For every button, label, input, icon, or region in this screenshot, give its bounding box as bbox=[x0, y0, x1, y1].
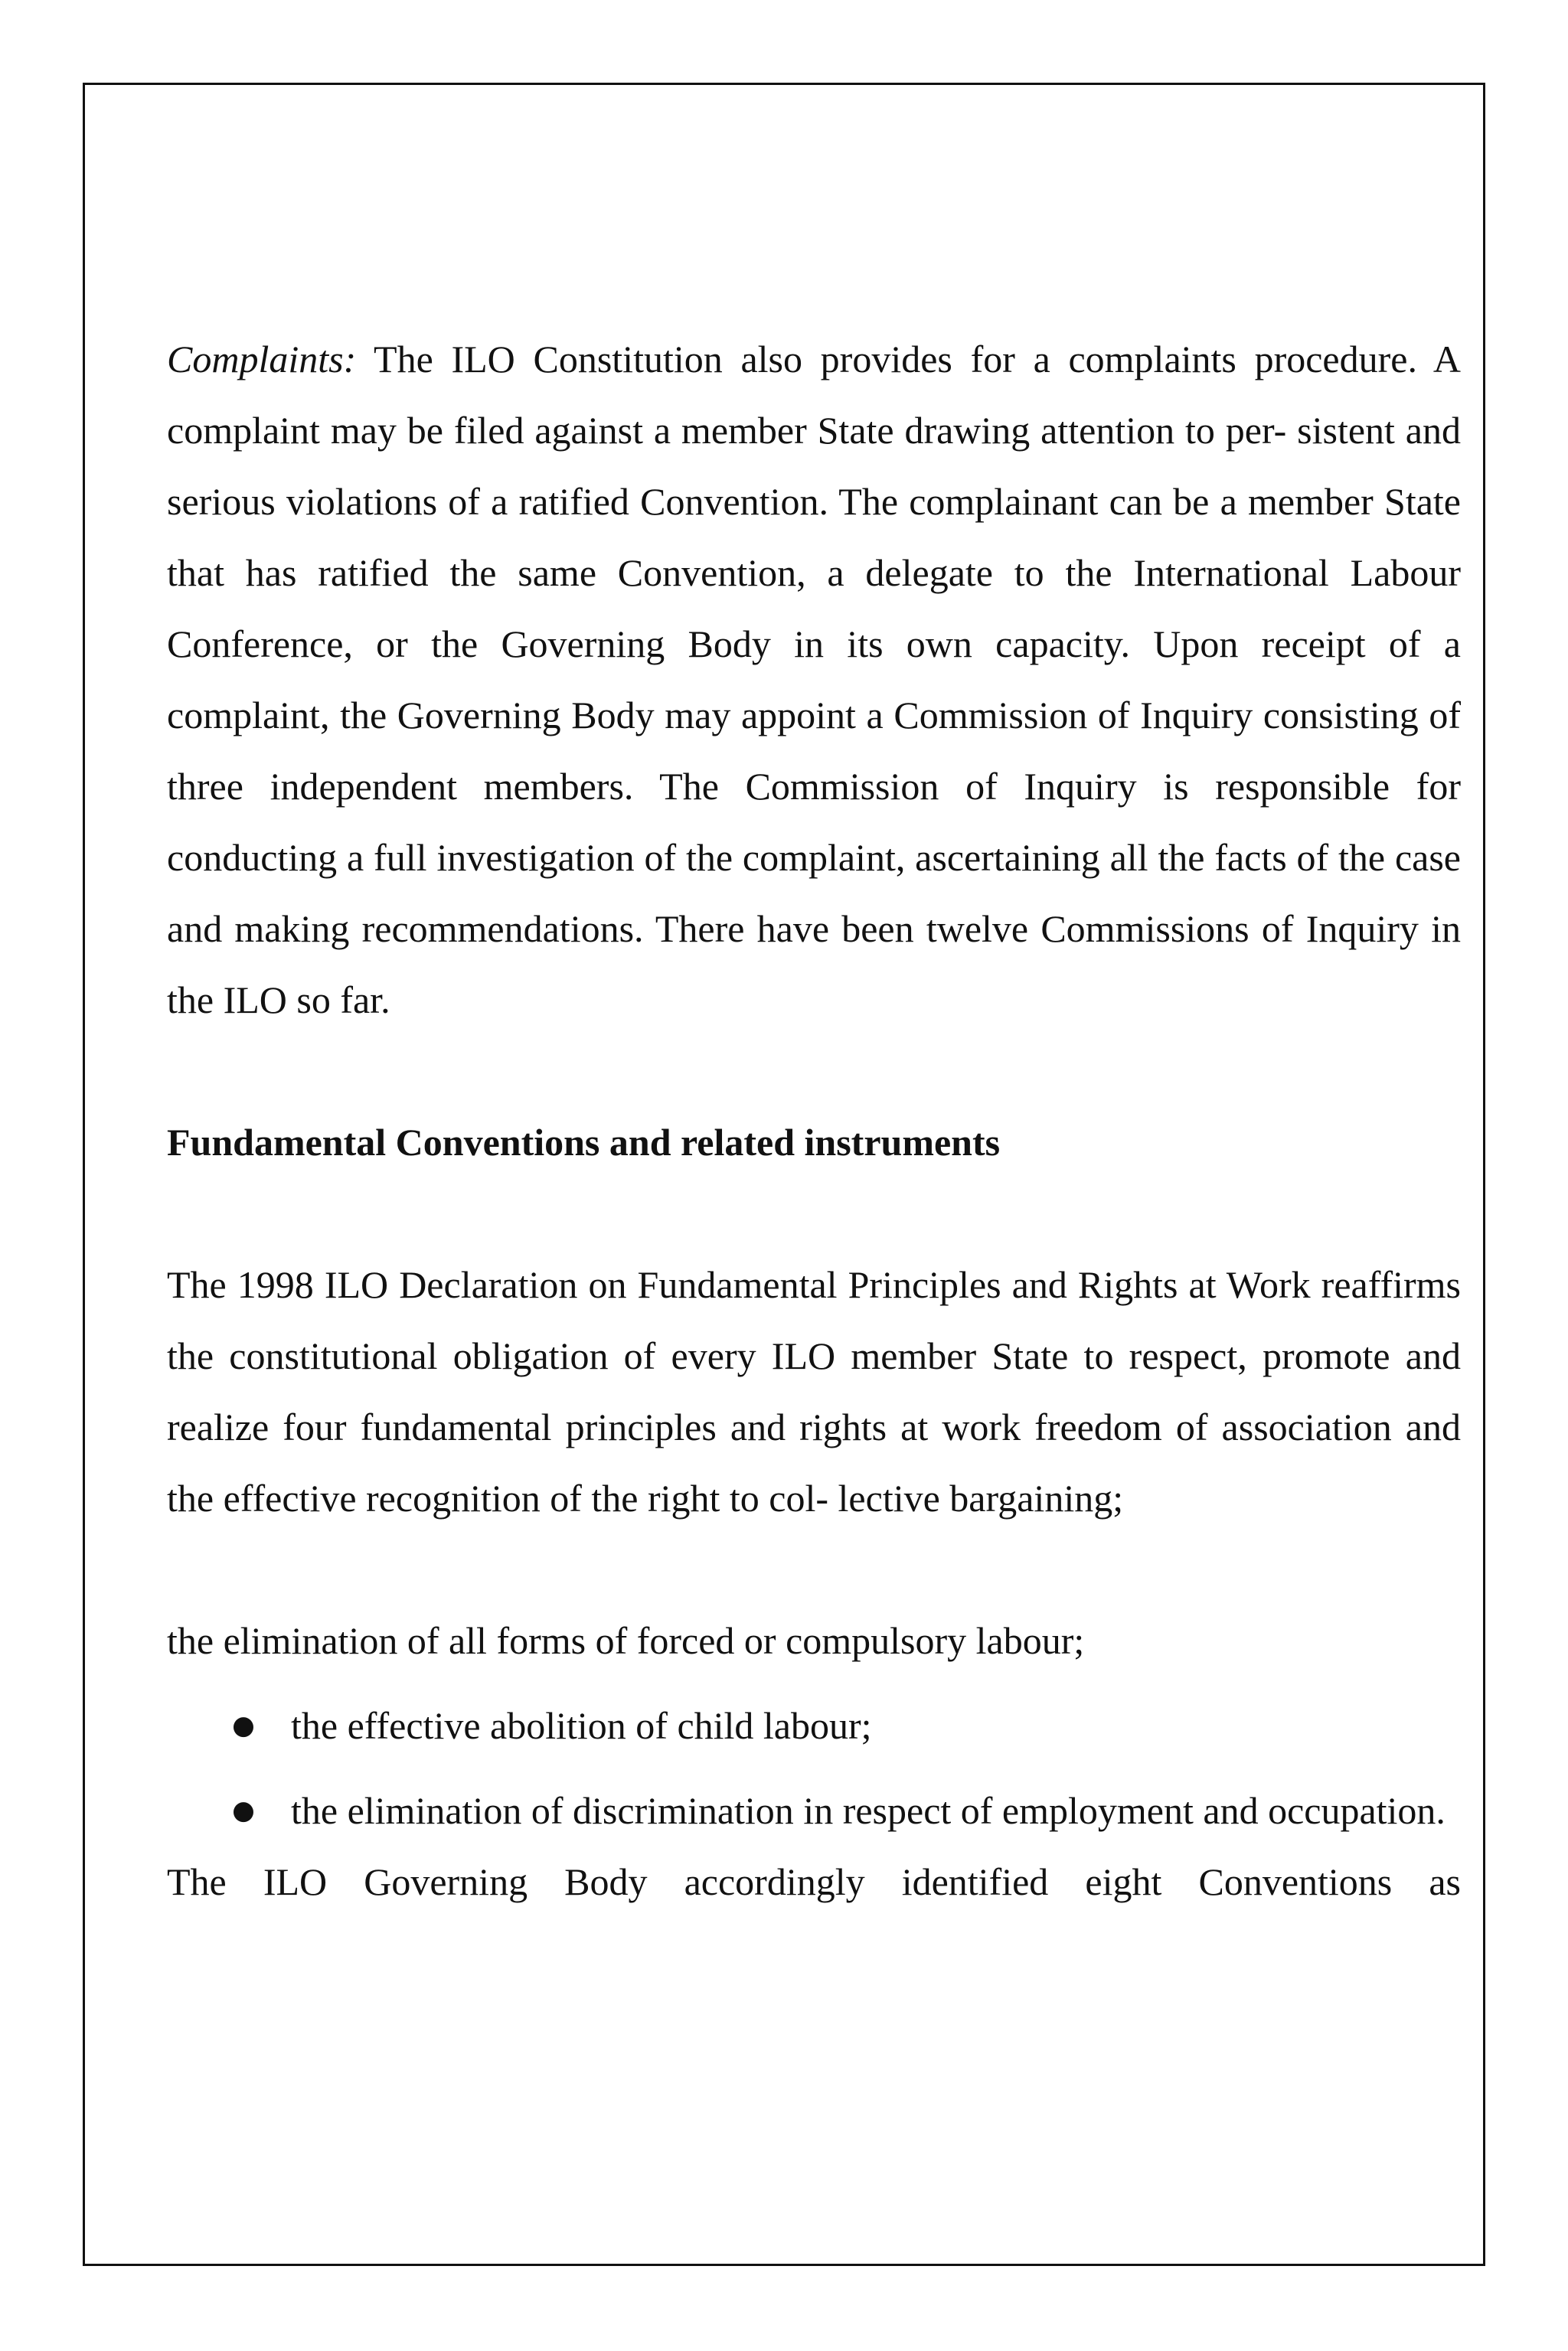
list-item bbox=[167, 1690, 1461, 1762]
complaints-text: The ILO Constitution also provides for a complaints procedure. A complaint may be filed against a member State drawing attention to per- sistent and serious violations of a ratified Convention. The complainant can be a member State that has ratified the same Convention, a delegate to the International Labour Conference, or the Governing Body in its own capacity. Upon receipt of a complaint, the Governing Body may appoint a Commission of Inquiry consisting of three independent members. The Commission of Inquiry is responsible for conducting a full investigation of the complaint, ascertaining all the facts of the case and making recommendations. There have been twelve Commissions of Inquiry in the ILO so far. bbox=[167, 338, 1461, 1021]
section-heading: Fundamental Conventions and related instruments bbox=[167, 1121, 1001, 1164]
declaration-paragraph: The 1998 ILO Declaration on Fundamental Principles and Rights at Work reaffirms the constitutional obligation of every ILO member State to respect, promote and realize four fundamental principles and rights at work freedom of association and the effective recognition of the right to col- lective bargaining; bbox=[167, 1263, 1461, 1520]
complaints-label: Complaints: bbox=[167, 338, 357, 380]
document-body bbox=[167, 324, 1461, 1918]
bullet-icon: ● bbox=[232, 1795, 255, 1826]
spacer bbox=[167, 1534, 1461, 1605]
spacer bbox=[167, 1036, 1461, 1107]
list-item bbox=[167, 1775, 1461, 1847]
principles-list bbox=[167, 1690, 1461, 1847]
complaints-paragraph bbox=[167, 324, 1461, 1036]
bullet-icon: ● bbox=[232, 1710, 255, 1741]
spacer bbox=[167, 1178, 1461, 1249]
list-item-text: the effective abolition of child labour; bbox=[291, 1704, 872, 1747]
closing-line: The ILO Governing Body accordingly identified eight Conventions as bbox=[167, 1860, 1461, 1903]
list-item-text: the elimination of discrimination in respect of employment and occupation. bbox=[291, 1789, 1446, 1832]
elimination-line: the elimination of all forms of forced or compulsory labour; bbox=[167, 1619, 1085, 1662]
